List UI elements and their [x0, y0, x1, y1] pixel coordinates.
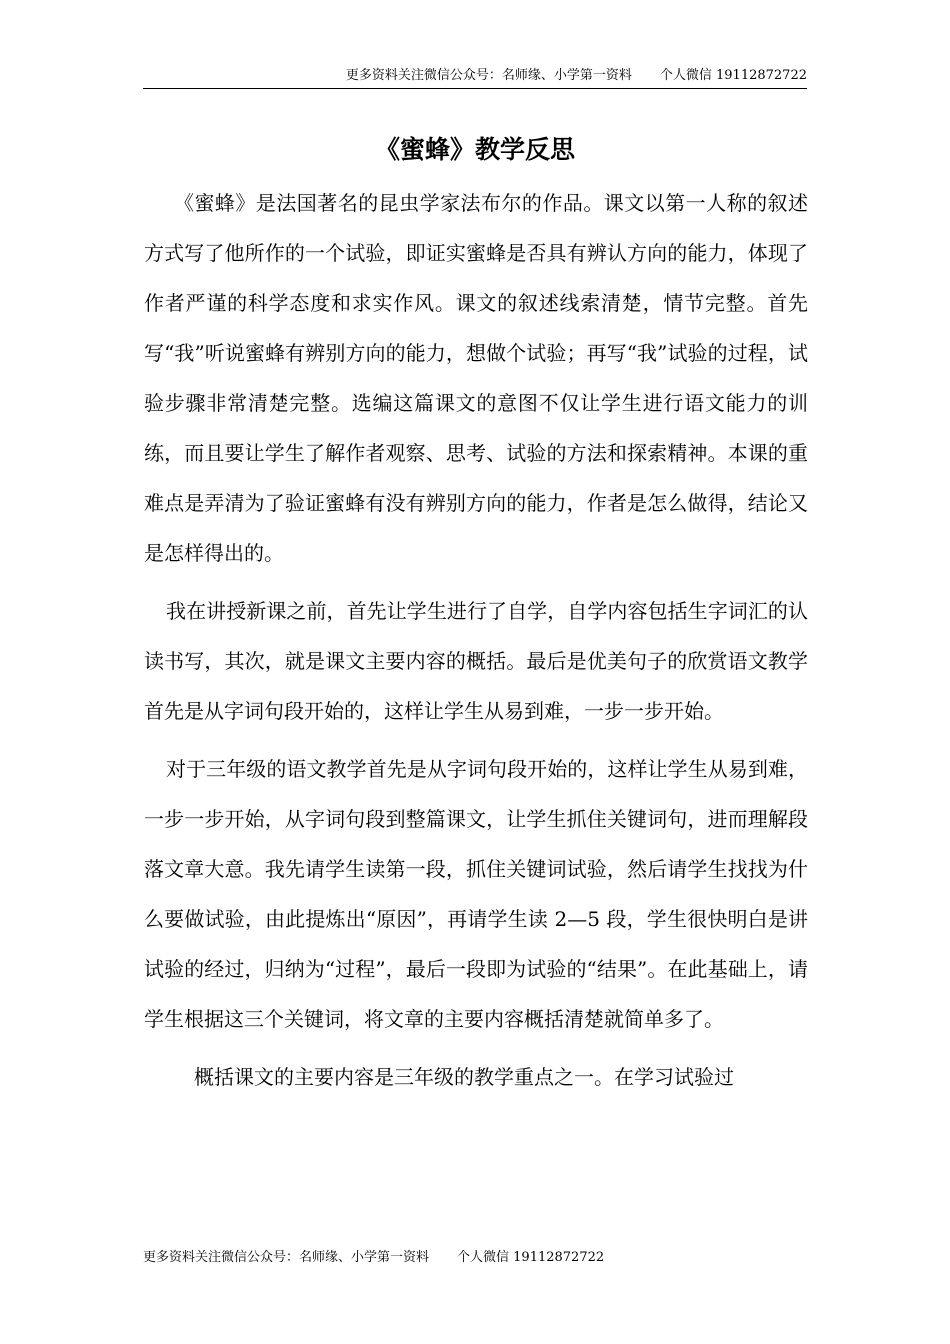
paragraph-1: 《蜜蜂》是法国著名的昆虫学家法布尔的作品。课文以第一人称的叙述方式写了他所作的一个试验，即证实蜜蜂是否具有辨认方向的能力，体现了作者严谨的科学态度和求实作风。课文的叙述线索清楚，情节完整。首先写“我”听说蜜蜂有辨别方向的能力，想做个试验；再写“我”试验的过程，试验步骤非常清楚完整。选编这篇课文的意图不仅让学生进行语文能力的训练，而且要让学生了解作者观察、思考、试验的方法和探索精神。本课的重难点是弄清为了验证蜜蜂有没有辨别方向的能力，作者是怎么做得，结论又是怎样得出的。 — [144, 191, 808, 565]
page-footer — [143, 1248, 604, 1268]
header-wechat-notice: 更多资料关注微信公众号：名师缘、小学第一资料 — [345, 68, 632, 83]
paragraph-2: 我在讲授新课之前，首先让学生进行了自学，自学内容包括生字词汇的认读书写，其次，就是课文主要内容的概括。最后是优美句子的欣赏语文教学首先是从字词句段开始的，这样让学生从易到难，一步一步开始。 — [144, 599, 808, 723]
paragraph-3: 对于三年级的语文教学首先是从字词句段开始的，这样让学生从易到难，一步一步开始，从字词句段到整篇课文，让学生抓住关键词句，进而理解段落文章大意。我先请学生读第一段，抓住关键词试验，然后请学生找找为什么要做试验，由此提炼出“原因”，再请学生读 2—5 段，学生很快明白是讲试验的经过，归纳为“过程”，最后一段即为试验的“结果”。在此基础上，请学生根据这三个关键词，将文章的主要内容概括清楚就简单多了。 — [144, 757, 808, 1031]
footer-personal-wechat: 个人微信 19112872722 — [457, 1250, 605, 1265]
page-header — [143, 66, 807, 89]
paragraph-4: 概括课文的主要内容是三年级的教学重点之一。在学习试验过 — [194, 1065, 734, 1089]
document-title: 《蜜蜂》教学反思 — [374, 135, 575, 164]
footer-wechat-notice: 更多资料关注微信公众号：名师缘、小学第一资料 — [143, 1250, 430, 1265]
document-body — [144, 178, 808, 1102]
header-personal-wechat: 个人微信 19112872722 — [659, 68, 807, 83]
